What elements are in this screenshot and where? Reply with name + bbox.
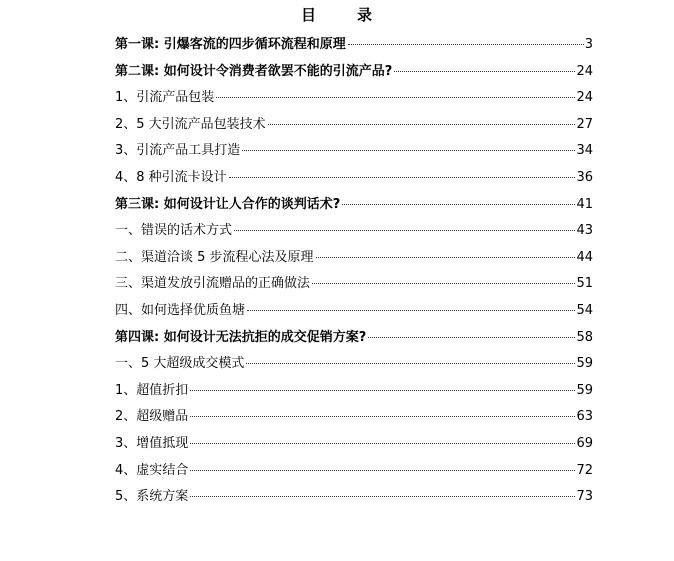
toc-entry-page-number: 24 (576, 63, 593, 79)
toc-entry-label: 四、如何选择优质鱼塘 (115, 302, 246, 318)
toc-entry-label: 4、8 种引流卡设计 (115, 169, 227, 185)
toc-entry-label: 1、超值折扣 (115, 382, 189, 398)
toc-entry[interactable] (115, 220, 593, 247)
toc-entry-page-number: 27 (576, 116, 593, 132)
toc-dot-leader (190, 416, 575, 417)
toc-entry-label: 第二课: 如何设计令消费者欲罢不能的引流产品? (115, 63, 393, 79)
toc-entry[interactable] (115, 353, 593, 380)
toc-entry[interactable] (115, 327, 593, 354)
toc-entry-page-number: 63 (576, 409, 593, 425)
toc-entry-page-number: 73 (576, 489, 593, 505)
toc-dot-leader (190, 470, 575, 471)
toc-entry-label: 二、渠道洽谈 5 步流程心法及原理 (115, 249, 314, 265)
toc-dot-leader (368, 337, 575, 338)
toc-entry-label: 三、渠道发放引流赠品的正确做法 (115, 276, 311, 292)
toc-entry-page-number: 44 (576, 249, 593, 265)
toc-dot-leader (316, 257, 576, 258)
toc-entry[interactable] (115, 300, 593, 327)
toc-entry-page-number: 72 (576, 462, 593, 478)
toc-entry-label: 3、增值抵现 (115, 435, 189, 451)
toc-entry-label: 3、引流产品工具打造 (115, 143, 241, 159)
title-char-1: 目 (300, 6, 317, 24)
toc-dot-leader (234, 230, 575, 231)
toc-entry-page-number: 54 (576, 302, 593, 318)
toc-entry-page-number: 69 (576, 435, 593, 451)
toc-entry[interactable] (115, 460, 593, 487)
toc-dot-leader (229, 177, 576, 178)
toc-dot-leader (242, 150, 575, 151)
toc-entry[interactable] (115, 34, 593, 61)
toc-dot-leader (268, 124, 576, 125)
toc-entry[interactable] (115, 406, 593, 433)
toc-entry-page-number: 58 (576, 329, 593, 345)
toc-entry[interactable] (115, 194, 593, 221)
toc-entry[interactable] (115, 486, 593, 513)
toc-entry[interactable] (115, 273, 593, 300)
toc-dot-leader (394, 71, 575, 72)
table-of-contents (115, 34, 593, 513)
toc-entry[interactable] (115, 380, 593, 407)
toc-dot-leader (247, 310, 575, 311)
toc-dot-leader (342, 204, 575, 205)
toc-entry[interactable] (115, 140, 593, 167)
title-char-2: 录 (357, 6, 374, 24)
toc-dot-leader (246, 363, 575, 364)
toc-dot-leader (190, 443, 575, 444)
toc-entry-label: 5、系统方案 (115, 489, 189, 505)
toc-entry-page-number: 51 (576, 276, 593, 292)
toc-entry[interactable] (115, 167, 593, 194)
toc-dot-leader (312, 283, 575, 284)
toc-entry-page-number: 59 (576, 356, 593, 372)
toc-entry-page-number: 36 (576, 169, 593, 185)
toc-entry-label: 4、虚实结合 (115, 462, 189, 478)
toc-entry-label: 第四课: 如何设计无法抗拒的成交促销方案? (115, 329, 367, 345)
toc-entry[interactable] (115, 247, 593, 274)
toc-dot-leader (190, 390, 575, 391)
toc-entry-label: 第一课: 引爆客流的四步循环流程和原理 (115, 37, 346, 52)
page-title (0, 5, 674, 25)
toc-entry-page-number: 41 (576, 196, 593, 212)
toc-entry-page-number: 59 (576, 382, 593, 398)
toc-entry-label: 1、引流产品包装 (115, 90, 215, 106)
toc-entry-page-number: 24 (576, 90, 593, 106)
toc-entry[interactable] (115, 61, 593, 88)
toc-entry-page-number: 3 (584, 37, 593, 52)
toc-entry-label: 一、错误的话术方式 (115, 223, 233, 239)
toc-entry[interactable] (115, 87, 593, 114)
toc-entry-label: 2、5 大引流产品包装技术 (115, 116, 266, 132)
toc-entry-page-number: 34 (576, 143, 593, 159)
toc-dot-leader (348, 44, 584, 45)
toc-entry-label: 2、超级赠品 (115, 409, 189, 425)
toc-entry-page-number: 43 (576, 223, 593, 239)
toc-dot-leader (216, 97, 575, 98)
toc-entry[interactable] (115, 114, 593, 141)
toc-entry-label: 一、5 大超级成交模式 (115, 356, 245, 372)
toc-dot-leader (190, 496, 575, 497)
toc-entry[interactable] (115, 433, 593, 460)
toc-entry-label: 第三课: 如何设计让人合作的谈判话术? (115, 196, 341, 212)
